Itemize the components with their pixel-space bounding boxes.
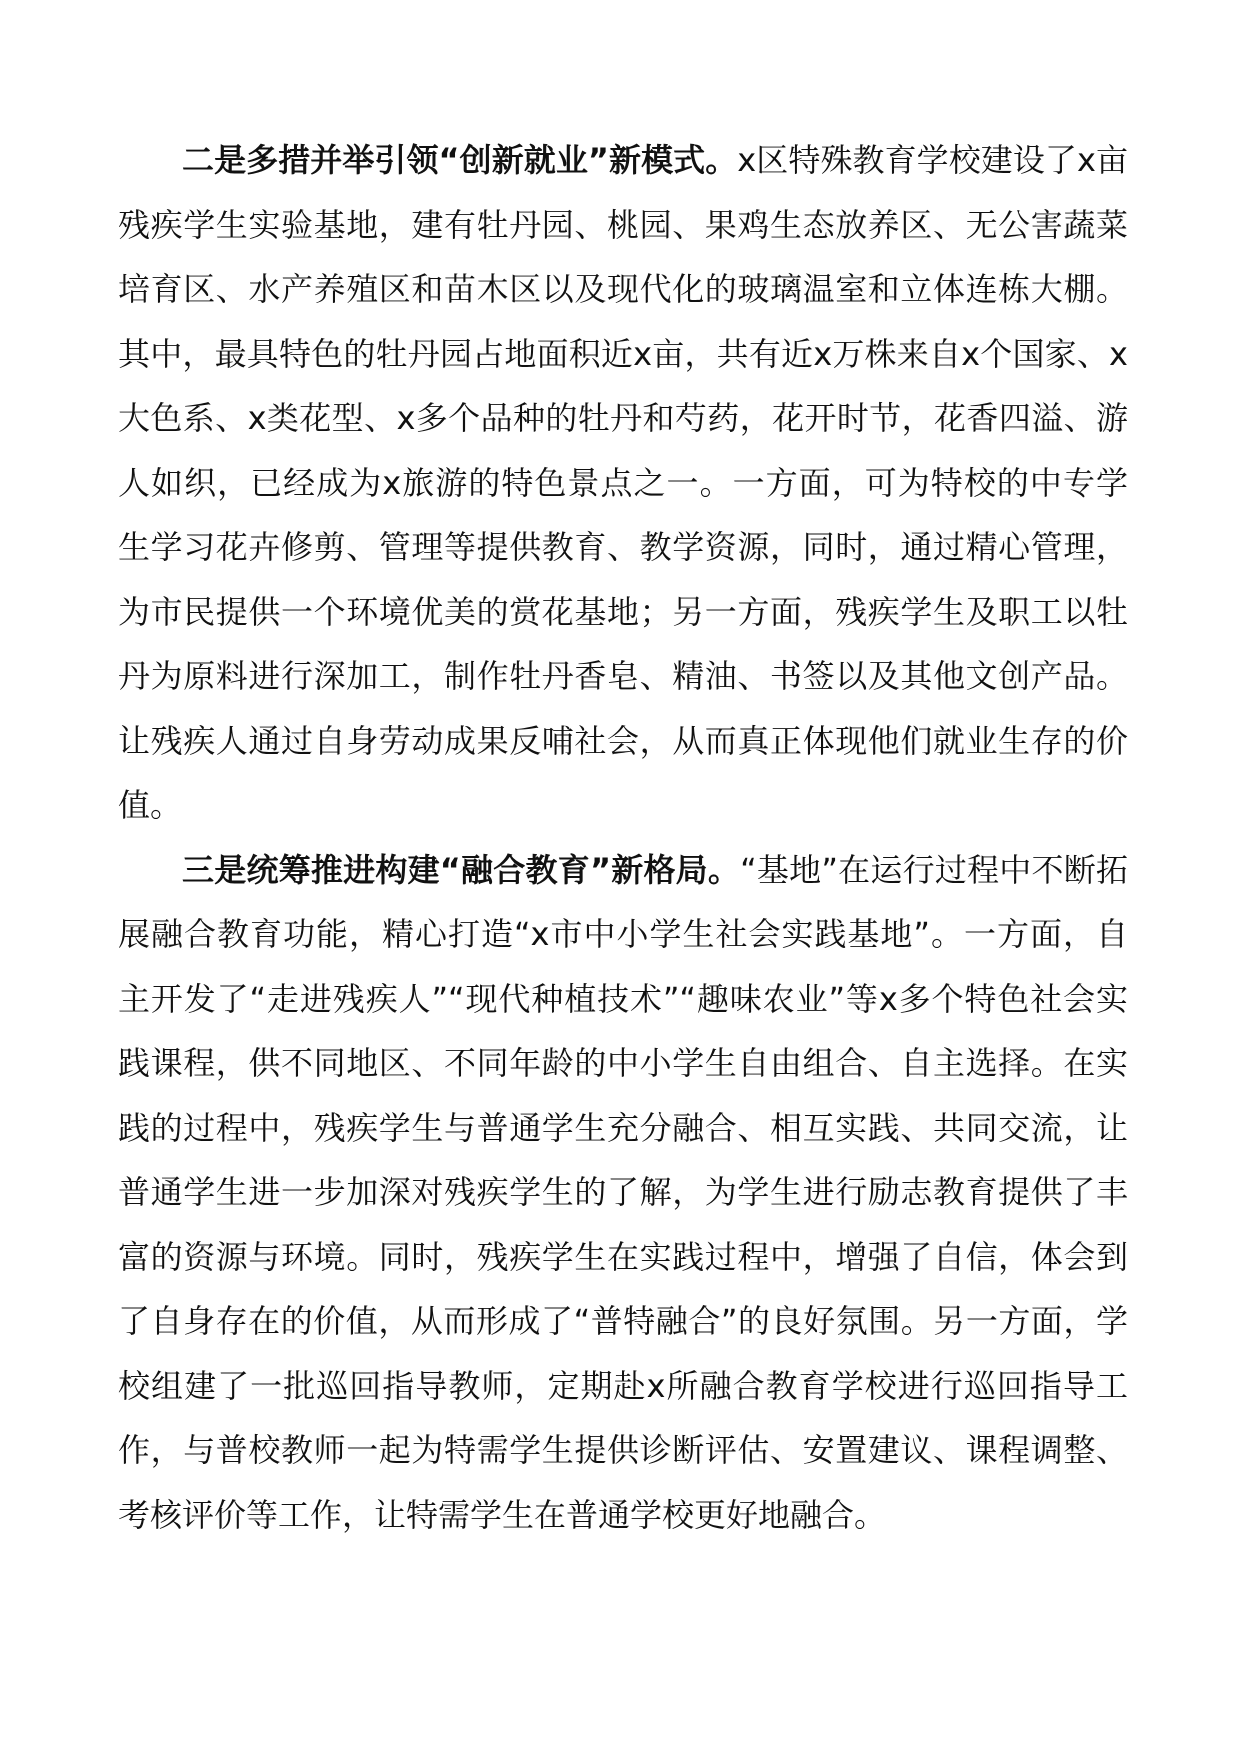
paragraph-text: x区特殊教育学校建设了x亩残疾学生实验基地，建有牡丹园、桃园、果鸡生态放养区、无公害蔬菜培育区、水产养殖区和苗木区以及现代化的玻璃温室和立体连栋大棚。其中，最具特色的牡丹园占地面积近x亩，共有近x万株来自x个国家、x大色系、x类花型、x多个品种的牡丹和芍药，花开时节，花香四溢、游人如织，已经成为x旅游的特色景点之一。一方面，可为特校的中专学生学习花卉修剪、管理等提供教育、教学资源，同时，通过精心管理，为市民提供一个环境优美的赏花基地；另一方面，残疾学生及职工以牡丹为原料进行深加工，制作牡丹香皂、精油、书签以及其他文创产品。让残疾人通过自身劳动成果反哺社会，从而真正体现他们就业生存的价值。 (118, 141, 1128, 824)
paragraph-innovative-employment (118, 128, 1128, 838)
document-body (118, 128, 1128, 1547)
paragraph-heading: 二是多措并举引领“创新就业”新模式。 (182, 141, 738, 179)
paragraph-text: “基地”在运行过程中不断拓展融合教育功能，精心打造“x市中小学生社会实践基地”。一方面，自主开发了“走进残疾人”“现代种植技术”“趣味农业”等x多个特色社会实践课程，供不同地区、不同年龄的中小学生自由组合、自主选择。在实践的过程中，残疾学生与普通学生充分融合、相互实践、共同交流，让普通学生进一步加深对残疾学生的了解，为学生进行励志教育提供了丰富的资源与环境。同时，残疾学生在实践过程中，增强了自信，体会到了自身存在的价值，从而形成了“普特融合”的良好氛围。另一方面，学校组建了一批巡回指导教师，定期赴x所融合教育学校进行巡回指导工作，与普校教师一起为特需学生提供诊断评估、安置建议、课程调整、考核评价等工作，让特需学生在普通学校更好地融合。 (118, 850, 1128, 1534)
paragraph-heading: 三是统筹推进构建“融合教育”新格局。 (182, 850, 741, 889)
paragraph-inclusive-education (118, 838, 1128, 1548)
